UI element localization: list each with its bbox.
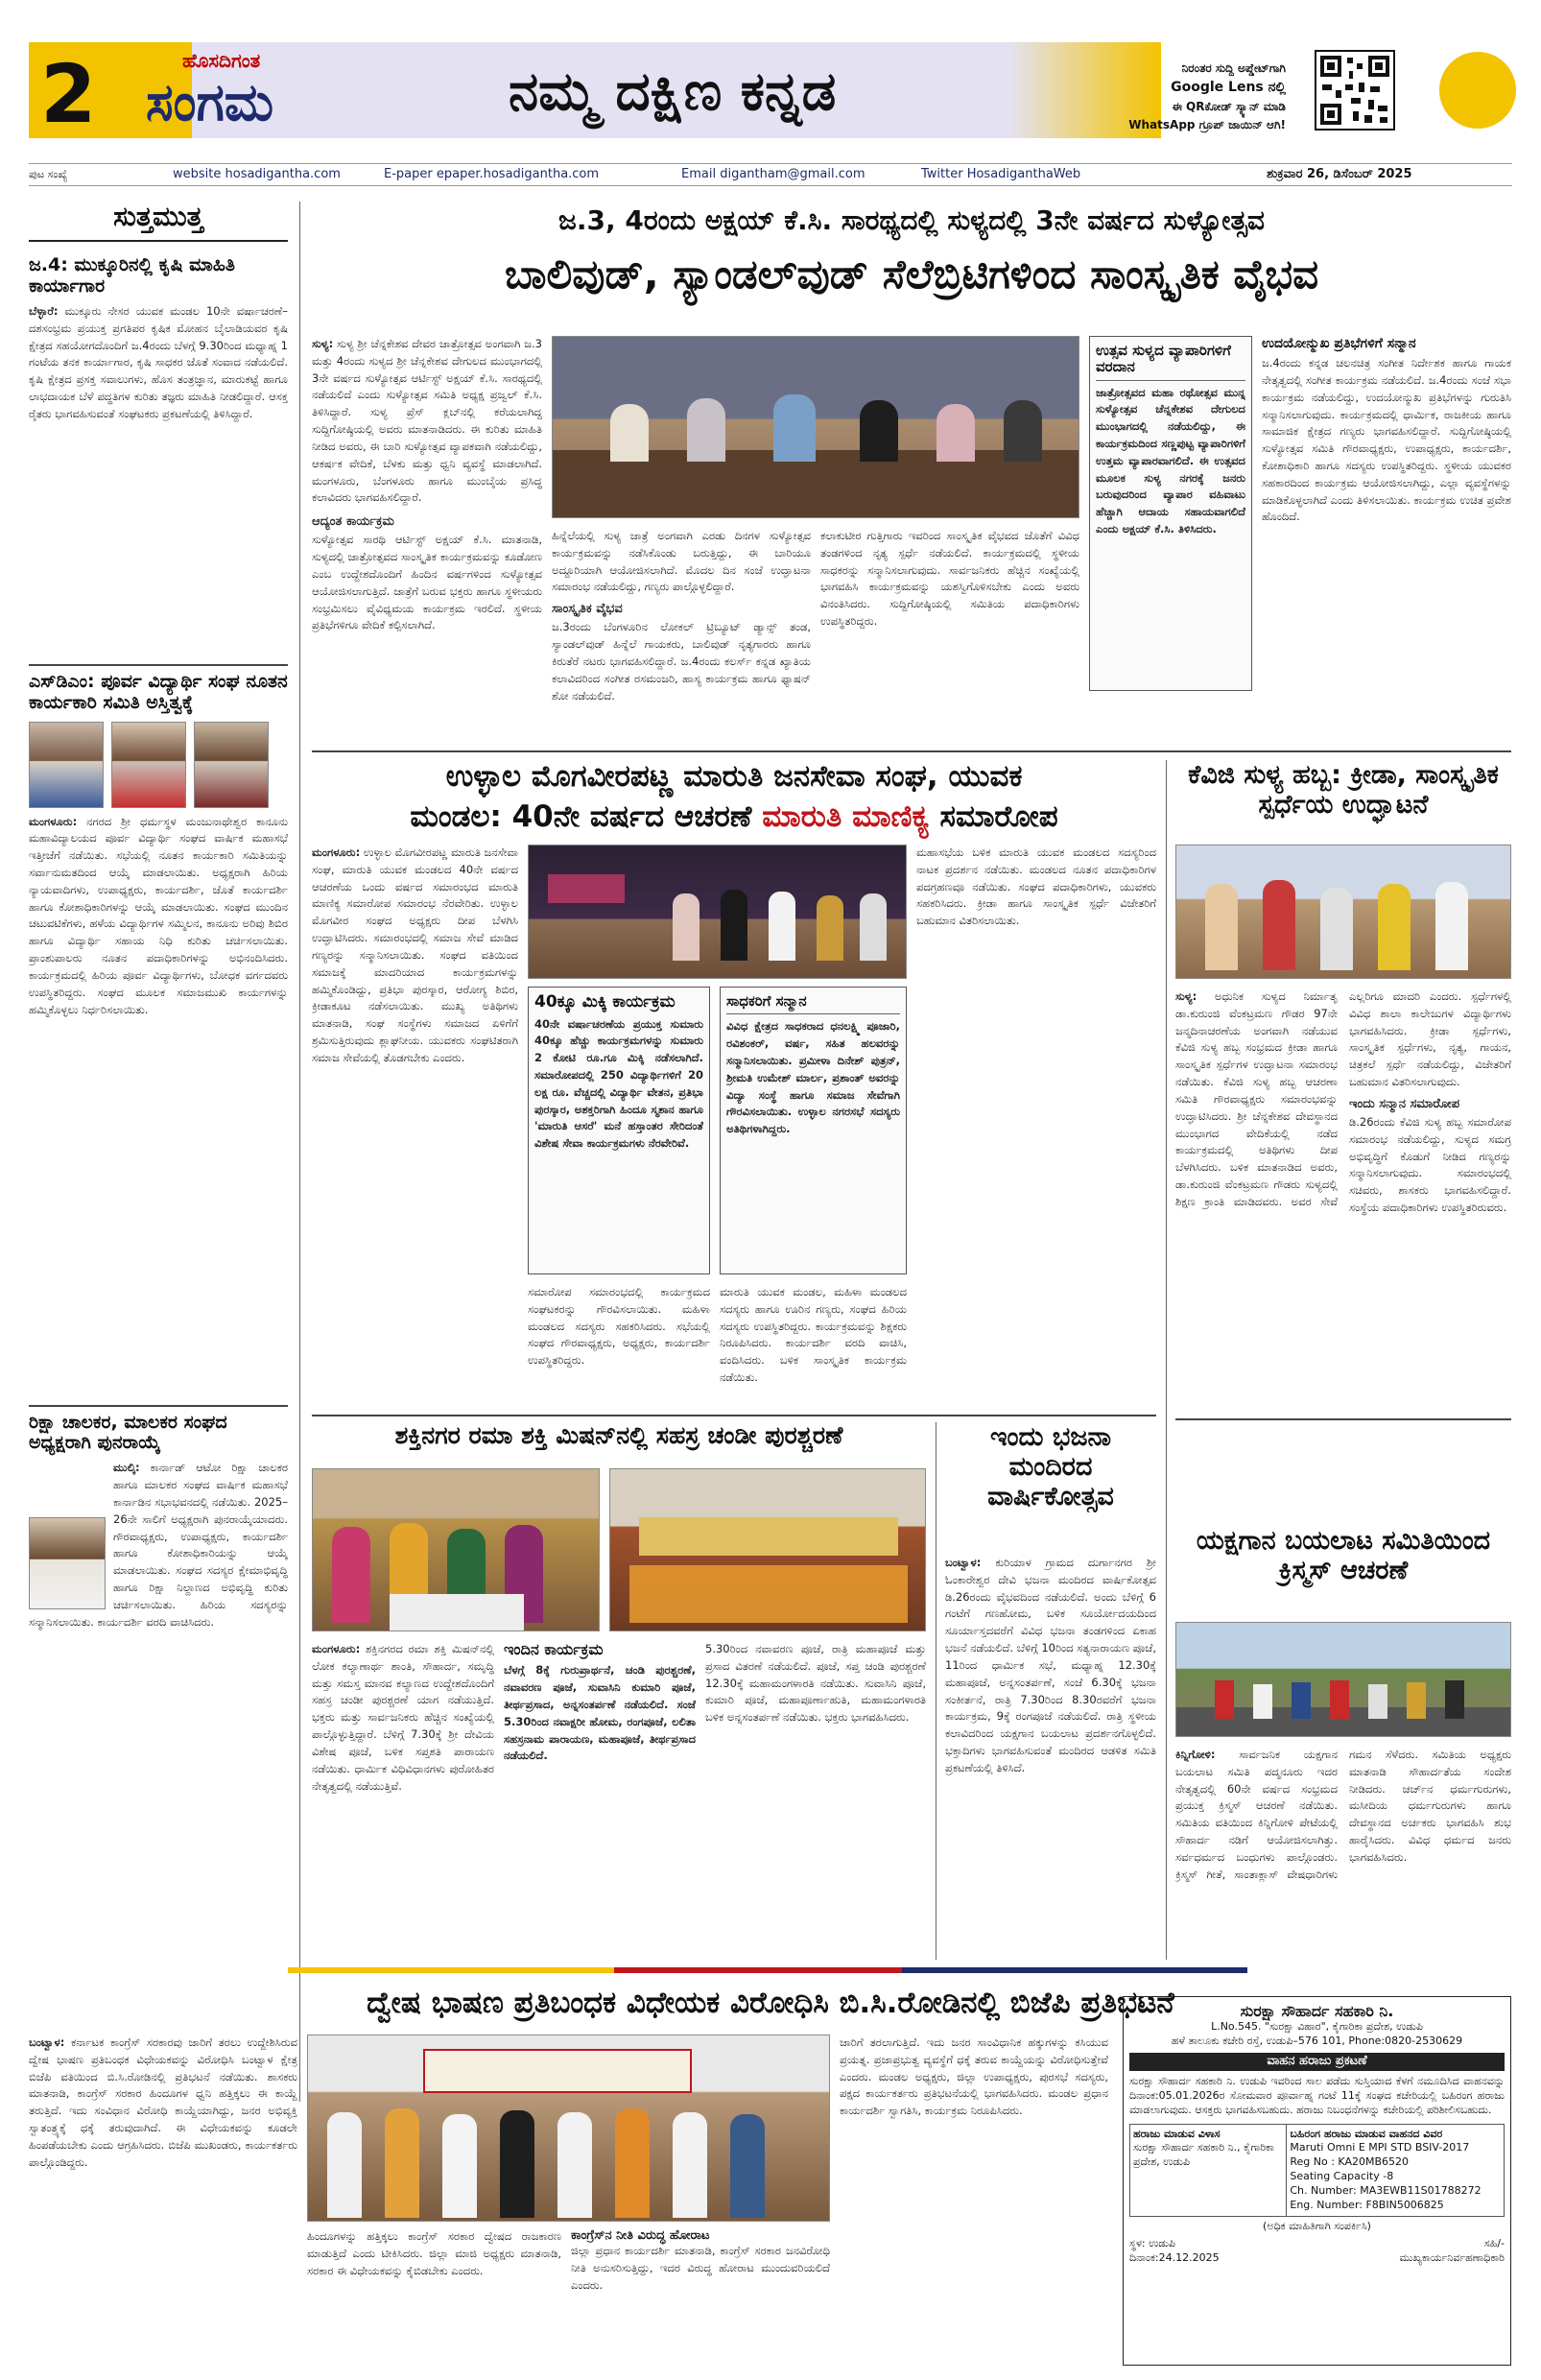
- ullal-headline-part3: ಸಮಾರೋಪ: [939, 798, 1058, 834]
- top-story-col3: [820, 528, 1079, 739]
- ullal-box-2-text: ವಿವಿಧ ಕ್ಷೇತ್ರದ ಸಾಧಕರಾದ ಧನಲಕ್ಷ್ಮಿ ಪೂಜಾರಿ, ರವಿಶಂಕರ್, ವರ್ಷ, ಸಹಿತ ಹಲವರನ್ನು ಸನ್ಮಾನಿಸಲಾಯಿತು. ಪ್ರಮೀಳಾ ದಿನೇಶ್ ಪುತ್ರನ್, ಶ್ರೀಮತಿ ಉಮೇಶ್ ಮಾರ್ಲ, ಪ್ರಶಾಂತ್ ಅವರನ್ನು ವಿದ್ಯಾ ಸಂಸ್ಥೆ ಹಾಗೂ ಸಮಾಜ ಸೇವೆಗಾಗಿ ಗೌರವಿಸಲಾಯಿತು. ಉಳ್ಳಾಲ ನಗರಸಭೆ ಸದಸ್ಯರು ಅತಿಥಿಗಳಾಗಿದ್ದರು.: [726, 1019, 900, 1136]
- page-label: ಪುಟ ಸಂಖ್ಯೆ: [29, 168, 68, 180]
- section-title: ನಮ್ಮ ದಕ್ಷಿಣ ಕನ್ನಡ: [509, 60, 837, 123]
- notice-sign: ಸಹಿ/-: [1483, 2237, 1505, 2250]
- ullal-box-1-headline: 40ಕ್ಕೂ ಮಿಕ್ಕಿ ಕಾರ್ಯಕ್ರಮ: [534, 992, 676, 1012]
- ullal-col2: [528, 1284, 710, 1399]
- email-link[interactable]: Email digantham@gmail.com: [681, 167, 865, 181]
- notice-col1-body: ಸುರಕ್ಷಾ ಸೌಹಾರ್ದ ಸಹಕಾರಿ ನಿ., ಕೈಗಾರಿಕಾ ಪ್ರದೇಶ, ಉಡುಪಿ: [1133, 2141, 1274, 2169]
- twitter-link[interactable]: Twitter HosadiganthaWeb: [921, 167, 1081, 181]
- top-story-photo: [552, 336, 1079, 518]
- notice-chassis: Ch. Number: MA3EWB11S01788272: [1290, 2183, 1482, 2197]
- kvg-body: [1175, 988, 1511, 1411]
- divider-yaksha: [1166, 1422, 1167, 1960]
- bjp-col4: [840, 2035, 1108, 2361]
- bjp-col3: [571, 2228, 830, 2363]
- bjp-subhead: ಕಾಂಗ್ರೆಸ್‌ನ ನೀತಿ ವಿರುದ್ಧ ಹೋರಾಟ: [571, 2228, 710, 2243]
- bhajana-headline: ಇಂದು ಭಜನಾ ಮಂದಿರದ ವಾರ್ಷಿಕೋತ್ಸವ: [987, 1422, 1114, 1512]
- shakti-photo-1: [312, 1468, 600, 1631]
- top-story-text-4: ಜ.3ರಂದು ಬೆಂಗಳೂರಿನ ಲೋಕಲ್ ಟ್ರಿಬ್ಯೂಟ್ ಡ್ಯಾನ್ಸ್ ತಂಡ, ಸ್ಯಾಂಡಲ್‌ವುಡ್ ಹಿನ್ನೆಲೆ ಗಾಯಕರು, ಬಾಲಿವುಡ್ ನೃತ್ಯಗಾರರು ಹಾಗೂ ಕಿರುತೆರೆ ನಟರು ಭಾಗವಹಿಸಲಿದ್ದಾರೆ. ಜ.4ರಂದು ಕಲರ್ಸ್ ಕನ್ನಡ ಖ್ಯಾತಿಯ ಕಲಾವಿದರಿಂದ ಸಂಗೀತ ರಸಮಂಜರಿ, ಹಾಸ್ಯ ಕಾರ್ಯಕ್ರಮ ಹಾಗೂ ಫ್ಯಾಷನ್ ಶೋ ನಡೆಯಲಿದೆ.: [552, 620, 811, 702]
- bjp-col1: [29, 2035, 297, 2361]
- top-story-right: [1262, 336, 1511, 739]
- left-story3-headline: ರಿಕ್ಷಾ ಚಾಲಕರ, ಮಾಲಕರ ಸಂಘದ ಅಧ್ಯಕ್ಷರಾಗಿ ಪುನರಾಯ್ಕೆ: [29, 1411, 227, 1454]
- shakti-text-2: 5.30ರಿಂದ ನವಾವರಣ ಪೂಜೆ, ರಾತ್ರಿ ಮಹಾಪೂಜೆ ಮತ್ತು ಪ್ರಸಾದ ವಿತರಣೆ ನಡೆಯಲಿದೆ. ಪೂಜೆ, ಸಪ್ತ ಚಂಡಿ ಪುರಶ್ಚರಣೆ 12.30ಕ್ಕೆ ಮಹಾಮಂಗಳಾರತಿ ನಡೆಯಿತು. ಸುವಾಸಿನಿ ಪೂಜೆ, ಕುಮಾರಿ ಪೂಜೆ, ಮಹಾಪೂರ್ಣಾಹುತಿ, ಮಹಾಮಂಗಳಾರತಿ ಬಳಿಕ ಅನ್ನಸಂತರ್ಪಣೆ ನಡೆಯಿತು. ಭಕ್ತರು ಭಾಗವಹಿಸಿದರು.: [705, 1642, 926, 1725]
- masthead: [29, 42, 1512, 141]
- issue-date: ಶುಕ್ರವಾರ 26, ಡಿಸೆಂಬರ್ 2025: [1267, 167, 1412, 181]
- left-story2-dateline: ಮಂಗಳೂರು:: [29, 814, 78, 828]
- divider-1: [312, 750, 1511, 752]
- shakti-col3: [705, 1641, 926, 1958]
- section-label: ಸುತ್ತಮುತ್ತ: [29, 202, 288, 242]
- kvg-headline: ಕೆವಿಜಿ ಸುಳ್ಯ ಹಬ್ಬ: ಕ್ರೀಡಾ, ಸಾಂಸ್ಕೃತಿಕ ಸ್ಪರ್ಧೆಯ ಉದ್ಘಾಟನೆ: [1188, 760, 1499, 821]
- qr-line-2: Google Lens ನಲ್ಲಿ: [1171, 79, 1286, 95]
- top-story-right-text: ಜ.4ರಂದು ಕನ್ನಡ ಚಲನಚಿತ್ರ ಸಂಗೀತ ನಿರ್ದೇಶಕ ಹಾಗೂ ಗಾಯಕ ನೇತೃತ್ವದಲ್ಲಿ ಸಂಗೀತ ಕಾರ್ಯಕ್ರಮ ನಡೆಯಲಿದೆ. ಜ.4ರಂದು ಸಂಜೆ ಸಭಾ ಕಾರ್ಯಕ್ರಮ ನಡೆಯಲಿದ್ದು, ಉದಯೋನ್ಮುಖ ಪ್ರತಿಭೆಗಳನ್ನು ಗುರುತಿಸಿ ಸನ್ಮಾನಿಸಲಾಗುವುದು. ಕಾರ್ಯಕ್ರಮದಲ್ಲಿ ಧಾರ್ಮಿಕ, ರಾಜಕೀಯ ಹಾಗೂ ಸಾಮಾಜಿಕ ಕ್ಷೇತ್ರದ ಗಣ್ಯರು ಭಾಗವಹಿಸಲಿದ್ದಾರೆ. ಸುದ್ದಿಗೋಷ್ಠಿಯಲ್ಲಿ ಸುಳ್ಯೋತ್ಸವ ಸಮಿತಿ ಗೌರವಾಧ್ಯಕ್ಷರು, ಉಪಾಧ್ಯಕ್ಷರು, ಕಾರ್ಯದರ್ಶಿ, ಕೋಶಾಧಿಕಾರಿ ಹಾಗೂ ಸದಸ್ಯರು ಉಪಸ್ಥಿತರಿದ್ದರು. ಸ್ಥಳೀಯ ಯುವಕರ ಸಹಕಾರದಿಂದ ಕಾರ್ಯಕ್ರಮ ಆಯೋಜಿಸಲಾಗಿದ್ದು, ಎಲ್ಲಾ ವ್ಯವಸ್ಥೆಗಳನ್ನು ಮಾಡಿಕೊಳ್ಳಲಾಗಿದೆ ಎಂದು ತಿಳಿಸಲಾಯಿತು. ಕಾರ್ಯಕ್ರಮ ಉಚಿತ ಪ್ರವೇಶ ಹೊಂದಿದೆ.: [1262, 356, 1511, 524]
- bhajana-dateline: ಬಂಟ್ವಾಳ:: [945, 1556, 982, 1569]
- left-story3-portrait: [29, 1517, 106, 1609]
- portrait-row: [29, 722, 288, 808]
- ullal-headline-line1: ಉಳ್ಳಾಲ ಮೊಗವೀರಪಟ್ಣ ಮಾರುತಿ ಜನಸೇವಾ ಸಂಘ, ಯುವಕ: [445, 759, 1023, 794]
- shakti-col1: [312, 1641, 494, 1958]
- notice-title: ಸುರಕ್ಷಾ ಸೌಹಾರ್ದ ಸಹಕಾರಿ ನಿ.: [1240, 2002, 1394, 2020]
- top-story-subhead-2: ಸಾಂಸ್ಕೃತಿಕ ವೈಭವ: [552, 602, 623, 617]
- qr-code-icon[interactable]: [1315, 50, 1395, 131]
- kvg-photo: [1175, 845, 1511, 979]
- top-story-text-2: ಸುಳ್ಯೋತ್ಸವ ಸಾರಥಿ ಆರ್ಟಿಸ್ಟ್ ಅಕ್ಷಯ್ ಕೆ.ಸಿ. ಮಾತನಾಡಿ, ಸುಳ್ಯದಲ್ಲಿ ಜಾತ್ರೋತ್ಸವದ ಸಾಂಸ್ಕೃತಿಕ ಕಾರ್ಯಕ್ರಮವನ್ನು ಕೂಡೋಣ ಎಂಬ ಉದ್ದೇಶದೊಂದಿಗೆ ಹಿಂದಿನ ವರ್ಷಗಳಿಂದ ಸುಳ್ಯೋತ್ಸವ ಆಯೋಜಿಸಲಾಗುತ್ತಿದೆ. ಜಾತ್ರೆಗೆ ಬರುವ ಭಕ್ತರು ಹಾಗೂ ಸ್ಥಳೀಯರು ಸಂಭ್ರಮಿಸಲು ವೈವಿಧ್ಯಮಯ ಕಾರ್ಯಕ್ರಮ ಇರಲಿದೆ. ಸ್ಥಳೀಯ ಪ್ರತಿಭೆಗಳಿಗೂ ವೇದಿಕೆ ಕಲ್ಪಿಸಲಾಗಿದೆ.: [312, 533, 542, 632]
- left-story3-body: [29, 1460, 288, 1997]
- top-story-right-headline: ಉದಯೋನ್ಮುಖ ಪ್ರತಿಭೆಗಳಿಗೆ ಸನ್ಮಾನ: [1262, 336, 1416, 351]
- top-story-subhead: ಆದ್ಯಂತ ಕಾರ್ಯಕ್ರಮ: [312, 514, 394, 530]
- divider-kvg-bottom: [1175, 1418, 1511, 1420]
- top-story-text-1: ಸುಳ್ಯ ಶ್ರೀ ಚೆನ್ನಕೇಶವ ದೇವರ ಜಾತ್ರೋತ್ಸವ ಅಂಗವಾಗಿ ಜ.3 ಮತ್ತು 4ರಂದು ಸುಳ್ಯದ ಶ್ರೀ ಚೆನ್ನಕೇಶವ ದೇಗುಲದ ಮುಂಭಾಗದಲ್ಲಿ 3ನೇ ವರ್ಷದ ಸುಳ್ಯೋತ್ಸವ ಆರ್ಟಿಸ್ಟ್ ಅಕ್ಷಯ್ ಕೆ.ಸಿ. ಸಾರಥ್ಯದಲ್ಲಿ ನಡೆಯಲಿದೆ ಎಂದು ಸುಳ್ಯೋತ್ಸವ ಸಮಿತಿ ಅಧ್ಯಕ್ಷ ಪ್ರಜ್ವಲ್ ಕೆ.ಸಿ. ತಿಳಿಸಿದ್ದಾರೆ. ಸುಳ್ಯ ಪ್ರೆಸ್ ಕ್ಲಬ್‌ನಲ್ಲಿ ಕರೆಯಲಾಗಿದ್ದ ಸುದ್ದಿಗೋಷ್ಠಿಯಲ್ಲಿ ಅವರು ಮಾತನಾಡಿದರು. ಈ ಕುರಿತು ಮಾಹಿತಿ ನೀಡಿದ ಅವರು, ಈ ಬಾರಿ ಸುಳ್ಯೋತ್ಸವ ವ್ಯಾಪಕವಾಗಿ ನಡೆಯಲಿದ್ದು, ಆಕರ್ಷಕ ವೇದಿಕೆ, ಬೆಳಕು ಮತ್ತು ಧ್ವನಿ ವ್ಯವಸ್ಥೆ ಮಾಡಲಾಗಿದೆ. ಮಂಗಳೂರು, ಬೆಂಗಳೂರು ಹಾಗೂ ಮುಂಬೈಯ ಪ್ರಸಿದ್ಧ ಕಲಾವಿದರು ಭಾಗವಹಿಸಲಿದ್ದಾರೆ.: [312, 337, 542, 505]
- left-story3-text: ಕಾರ್ನಾಡ್ ಆಟೋ ರಿಕ್ಷಾ ಚಾಲಕರ ಹಾಗೂ ಮಾಲಕರ ಸಂಘದ ವಾರ್ಷಿಕ ಮಹಾಸಭೆ ಕಾರ್ನಾಡಿನ ಸಭಾಭವನದಲ್ಲಿ ನಡೆಯಿತು. 2025–26ನೇ ಸಾಲಿಗೆ ಅಧ್ಯಕ್ಷರಾಗಿ ಪುನರಾಯ್ಕೆಯಾದರು. ಗೌರವಾಧ್ಯಕ್ಷರು, ಉಪಾಧ್ಯಕ್ಷರು, ಕಾರ್ಯದರ್ಶಿ ಹಾಗೂ ಕೋಶಾಧಿಕಾರಿಯನ್ನು ಆಯ್ಕೆ ಮಾಡಲಾಯಿತು. ಸಂಘದ ಸದಸ್ಯರ ಕ್ಷೇಮಾಭಿವೃದ್ಧಿ ಹಾಗೂ ರಿಕ್ಷಾ ನಿಲ್ದಾಣದ ಅಭಿವೃದ್ಧಿ ಕುರಿತು ಚರ್ಚಿಸಲಾಯಿತು. ಹಿರಿಯ ಸದಸ್ಯರನ್ನು ಸನ್ಮಾನಿಸಲಾಯಿತು. ಕಾರ್ಯದರ್ಶಿ ವರದಿ ವಾಚಿಸಿದರು.: [29, 1461, 288, 1629]
- ullal-headline-line2: [312, 800, 1156, 835]
- portrait-1: [29, 722, 104, 808]
- ullal-text-4: ಮಹಾಸಭೆಯ ಬಳಿಕ ಮಾರುತಿ ಯುವಕ ಮಂಡಲದ ಸದಸ್ಯರಿಂದ ನಾಟಕ ಪ್ರದರ್ಶನ ನಡೆಯಿತು. ಮಂಡಲದ ನೂತನ ಪದಾಧಿಕಾರಿಗಳ ಪದಗ್ರಹಣವೂ ನಡೆಯಿತು. ಸಂಘದ ಪದಾಧಿಕಾರಿಗಳು, ಯುವಕರು ಸಹಕರಿಸಿದರು. ಕ್ರೀಡಾ ಹಾಗೂ ಸಾಂಸ್ಕೃತಿಕ ಸ್ಪರ್ಧೆ ವಿಜೇತರಿಗೆ ಬಹುಮಾನ ವಿತರಿಸಲಾಯಿತು.: [916, 845, 1156, 928]
- notice-date: ದಿನಾಂಕ:24.12.2025: [1129, 2251, 1220, 2265]
- top-story-text-3: ಹಿನ್ನೆಲೆಯಲ್ಲಿ ಸುಳ್ಯ ಜಾತ್ರೆ ಅಂಗವಾಗಿ ಎರಡು ದಿನಗಳ ಸುಳ್ಯೋತ್ಸವ ಕಾರ್ಯಕ್ರಮವನ್ನು ನಡೆಸಿಕೊಂಡು ಬರುತ್ತಿದ್ದು, ಈ ಬಾರಿಯೂ ಅದ್ದೂರಿಯಾಗಿ ಆಯೋಜಿಸಲಾಗಿದೆ. ಮೊದಲ ದಿನ ಸಂಜೆ ಉದ್ಘಾಟನಾ ಸಮಾರಂಭ ನಡೆಯಲಿದ್ದು, ಗಣ್ಯರು ಪಾಲ್ಗೊಳ್ಳಲಿದ್ದಾರೆ.: [552, 529, 811, 594]
- notice-signatory: ಮುಖ್ಯಕಾರ್ಯನಿರ್ವಹಣಾಧಿಕಾರಿ: [1399, 2251, 1505, 2265]
- qr-line-4: WhatsApp ಗ್ರೂಪ್ ಜಾಯಿನ್ ಆಗಿ!: [1128, 117, 1286, 131]
- top-story-col2: [552, 528, 811, 739]
- notice-table: [1129, 2124, 1505, 2217]
- notice-footnote: (ಅಧಿಕ ಮಾಹಿತಿಗಾಗಿ ಸಂಪರ್ಕಿಸಿ): [1263, 2219, 1371, 2232]
- ullal-text-3: ಮಾರುತಿ ಯುವಕ ಮಂಡಲ, ಮಹಿಳಾ ಮಂಡಲದ ಸದಸ್ಯರು ಹಾಗೂ ಊರಿನ ಗಣ್ಯರು, ಸಂಘದ ಹಿರಿಯ ಸದಸ್ಯರು ಉಪಸ್ಥಿತರಿದ್ದರು. ಕಾರ್ಯಕ್ರಮವನ್ನು ಶಿಕ್ಷಕರು ನಿರೂಪಿಸಿದರು. ಕಾರ್ಯದರ್ಶಿ ವರದಿ ವಾಚಿಸಿ, ವಂದಿಸಿದರು. ಬಳಿಕ ಸಾಂಸ್ಕೃತಿಕ ಕಾರ್ಯಕ್ರಮ ನಡೆಯಿತು.: [720, 1285, 907, 1385]
- bjp-col2: [307, 2228, 561, 2363]
- portrait-3: [194, 722, 269, 808]
- notice-col2-head: ಬಹಿರಂಗ ಹರಾಜು ಮಾಡುವ ವಾಹನದ ವಿವರ: [1290, 2127, 1443, 2140]
- logo-big: ಸಂಗಮ: [146, 72, 274, 132]
- ullal-headline-part1: ಮಂಡಲ: 40ನೇ ವರ್ಷದ ಆಚರಣೆ: [410, 798, 752, 834]
- yakshagana-body: [1175, 1747, 1511, 1958]
- top-story-dateline: ಸುಳ್ಯ:: [312, 337, 334, 350]
- notice-footer: [1129, 2237, 1505, 2266]
- ullal-box-1-text: 40ನೇ ವರ್ಷಾಚರಣೆಯ ಪ್ರಯುಕ್ತ ಸುಮಾರು 40ಕ್ಕೂ ಹೆಚ್ಚು ಕಾರ್ಯಕ್ರಮಗಳನ್ನು ಸುಮಾರು 2 ಕೋಟಿ ರೂ.ಗೂ ಮಿಕ್ಕಿ ನಡೆಸಲಾಗಿದೆ. ಸಮಾರೋಪದಲ್ಲಿ 250 ವಿದ್ಯಾರ್ಥಿಗಳಿಗೆ 20 ಲಕ್ಷ ರೂ. ವೆಚ್ಚದಲ್ಲಿ ವಿದ್ಯಾರ್ಥಿ ವೇತನ, ಪ್ರತಿಭಾ ಪುರಸ್ಕಾರ, ಅಶಕ್ತರಿಗಾಗಿ ಹಿಂದೂ ಸ್ಮಶಾನ ಹಾಗೂ 'ಮಾರುತಿ ಆಸರೆ' ಮನೆ ಹಸ್ತಾಂತರ ಸೇರಿದಂತೆ ವಿಶೇಷ ಸೇವಾ ಕಾರ್ಯಕ್ರಮಗಳು ನೆರವೇರಿವೆ.: [534, 1016, 703, 1151]
- notice-reg: L.No.545. "ಸುರಕ್ಷಾ ವಿಹಾರ", ಕೈಗಾರಿಕಾ ಪ್ರದೇಶ, ಉಡುಪಿ: [1211, 2020, 1423, 2034]
- left-story1-text: ಮುಕ್ಕೂರು ನೇಸರ ಯುವಕ ಮಂಡಲ 10ನೇ ವರ್ಷಾಚರಣೆ–ದಶಸಂಭ್ರಮ ಪ್ರಯುಕ್ತ ಪ್ರಗತಿಪರ ಕೃಷಿಕ ಮೋಹನ ಬೈಲಾಡಿಯವರ ಕೃಷಿ ಕ್ಷೇತ್ರದ ಸಹಯೋಗದೊಂದಿಗೆ ಜ.4ರಂದು ಬೆಳಗ್ಗೆ 9.30ರಿಂದ ಮಧ್ಯಾಹ್ನ 1 ಗಂಟೆಯ ತನಕ ಕಾರ್ಯಾಗಾರ, ಕೃಷಿ ಸಾಧಕರ ಜೊತೆ ಸಂವಾದ ನಡೆಯಲಿದೆ. ಕೃಷಿ ಕ್ಷೇತ್ರದ ಪ್ರಸಕ್ತ ಸವಾಲುಗಳು, ಹೊಸ ತಂತ್ರಜ್ಞಾನ, ಮಾರುಕಟ್ಟೆ ಹಾಗೂ ಲಾಭದಾಯಕ ಬೆಳೆ ಪದ್ಧತಿಗಳ ಕುರಿತು ತಜ್ಞರು ಮಾಹಿತಿ ನೀಡಲಿದ್ದಾರೆ. ಆಸಕ್ತ ರೈತರು ಭಾಗವಹಿಸುವಂತೆ ಸಂಘಟಕರು ಪ್ರಕಟಣೆಯಲ್ಲಿ ತಿಳಿಸಿದ್ದಾರೆ.: [29, 303, 288, 420]
- bjp-subtext: ಜಿಲ್ಲಾ ಪ್ರಧಾನ ಕಾರ್ಯದರ್ಶಿ ಮಾತನಾಡಿ, ಕಾಂಗ್ರೆಸ್ ಸರಕಾರ ಜನವಿರೋಧಿ ನೀತಿ ಅನುಸರಿಸುತ್ತಿದ್ದು, ಇದರ ವಿರುದ್ಧ ಹೋರಾಟ ಮುಂದುವರಿಯಲಿದೆ ಎಂದರು.: [571, 2244, 830, 2292]
- top-story-col1: [312, 336, 542, 739]
- divider-2: [312, 1415, 1156, 1416]
- notice-reg-no: Reg No : KA20MB6520: [1290, 2155, 1410, 2169]
- info-bar: [29, 163, 1512, 186]
- kvg-subhead: ಇಂದು ಸನ್ಮಾನ ಸಮಾರೋಪ: [1349, 1096, 1460, 1111]
- ullal-text-1: ಉಳ್ಳಾಲ ಮೊಗವೀರಪಟ್ಣ ಮಾರುತಿ ಜನಸೇವಾ ಸಂಘ, ಮಾರುತಿ ಯುವಕ ಮಂಡಲದ 40ನೇ ವರ್ಷದ ಆಚರಣೆಯ ಒಂದು ವರ್ಷದ ಸಮಾರಂಭದ ಮಾರುತಿ ಮಾಣಿಕ್ಯ ಸಮಾರೋಪ ಸಮಾರಂಭ ನೆರವೇರಿತು. ಉಳ್ಳಾಲ ಮೊಗವೀರ ಸಂಘದ ಅಧ್ಯಕ್ಷರು ದೀಪ ಬೆಳಗಿಸಿ ಉದ್ಘಾಟಿಸಿದರು. ಸಮಾರಂಭದಲ್ಲಿ ಸಮಾಜ ಸೇವೆ ಮಾಡಿದ ಗಣ್ಯರನ್ನು ಸನ್ಮಾನಿಸಲಾಯಿತು. ಸಂಘದ ವತಿಯಿಂದ ಸಮಾಜಕ್ಕೆ ಮಾದರಿಯಾದ ಕಾರ್ಯಕ್ರಮಗಳನ್ನು ಹಮ್ಮಿಕೊಂಡಿದ್ದು, ಪ್ರತಿಭಾ ಪುರಸ್ಕಾರ, ಆರೋಗ್ಯ ಶಿಬಿರ, ಕ್ರೀಡಾಕೂಟ ನಡೆಸಲಾಯಿತು. ಮುಖ್ಯ ಅತಿಥಿಗಳು ಮಾತನಾಡಿ, ಸಂಘ ಸಂಸ್ಥೆಗಳು ಸಮಾಜದ ಏಳಿಗೆಗೆ ಶ್ರಮಿಸುತ್ತಿರುವುದು ಶ್ಲಾಘನೀಯ. ಯುವಕರು ಸಂಘಟಿತರಾಗಿ ಸಮಾಜ ಸೇವೆಯಲ್ಲಿ ತೊಡಗಬೇಕು ಎಂದರು.: [312, 845, 518, 1064]
- yakshagana-photo: [1175, 1622, 1511, 1737]
- ullal-dateline: ಮಂಗಳೂರು:: [312, 845, 361, 859]
- ullal-box-2: [720, 987, 907, 1274]
- logo-small: ಹೊಸದಿಗಂತ: [182, 49, 261, 72]
- color-bar: [288, 1967, 1247, 1973]
- bhajana-body: [945, 1555, 1156, 1958]
- bjp-dateline: ಬಂಟ್ವಾಳ:: [29, 2035, 65, 2049]
- shakti-text-1: ಶಕ್ತಿನಗರದ ರಮಾ ಶಕ್ತಿ ಮಿಷನ್‌ನಲ್ಲಿ ಲೋಕ ಕಲ್ಯಾಣಾರ್ಥ ಶಾಂತಿ, ಸೌಹಾರ್ದ, ಸಮೃದ್ಧಿ ಮತ್ತು ಸಮಸ್ತ ಮಾನವ ಕಲ್ಯಾಣದ ಉದ್ದೇಶದೊಂದಿಗೆ ಸಹಸ್ರ ಚಂಡೀ ಪುರಶ್ಚರಣೆ ಯಾಗ ನಡೆಯುತ್ತಿದೆ. ಭಕ್ತರು ಮತ್ತು ಸಾರ್ವಜನಿಕರು ಹೆಚ್ಚಿನ ಸಂಖ್ಯೆಯಲ್ಲಿ ಪಾಲ್ಗೊಳ್ಳುತ್ತಿದ್ದಾರೆ. ಬೆಳಿಗ್ಗೆ 7.30ಕ್ಕೆ ಶ್ರೀ ದೇವಿಯ ವಿಶೇಷ ಪೂಜೆ, ಬಳಿಕ ಸಪ್ತಶತಿ ಪಾರಾಯಣ ನಡೆಯಿತು. ಧಾರ್ಮಿಕ ವಿಧಿವಿಧಾನಗಳು ಪುರೋಹಿತರ ನೇತೃತ್ವದಲ್ಲಿ ನಡೆಯುತ್ತಿವೆ.: [312, 1642, 494, 1793]
- kvg-dateline: ಸುಳ್ಯ:: [1175, 989, 1197, 1003]
- left-story2-text: ನಗರದ ಶ್ರೀ ಧರ್ಮಸ್ಥಳ ಮಂಜುನಾಥೇಶ್ವರ ಕಾನೂನು ಮಹಾವಿದ್ಯಾಲಯದ ಪೂರ್ವ ವಿದ್ಯಾರ್ಥಿ ಸಂಘದ ವಾರ್ಷಿಕ ಮಹಾಸಭೆ ಇತ್ತೀಚೆಗೆ ನಡೆಯಿತು. ಸಭೆಯಲ್ಲಿ ನೂತನ ಕಾರ್ಯಕಾರಿ ಸಮಿತಿಯನ್ನು ಸರ್ವಾನುಮತದಿಂದ ಆಯ್ಕೆ ಮಾಡಲಾಯಿತು. ಅಧ್ಯಕ್ಷರಾಗಿ ಹಿರಿಯ ನ್ಯಾಯವಾದಿಗಳು, ಉಪಾಧ್ಯಕ್ಷರು, ಕಾರ್ಯದರ್ಶಿ, ಜೊತೆ ಕಾರ್ಯದರ್ಶಿ ಹಾಗೂ ಕೋಶಾಧಿಕಾರಿಗಳನ್ನು ಆಯ್ಕೆ ಮಾಡಲಾಯಿತು. ಸಂಘದ ಮುಂದಿನ ಚಟುವಟಿಕೆಗಳು, ಹಳೆಯ ವಿದ್ಯಾರ್ಥಿಗಳ ಸಮ್ಮಿಲನ, ಕಾನೂನು ಅರಿವು ಶಿಬಿರ ಹಾಗೂ ವಿದ್ಯಾರ್ಥಿ ಸಹಾಯ ನಿಧಿ ಕುರಿತು ಚರ್ಚಿಸಲಾಯಿತು. ಪ್ರಾಂಶುಪಾಲರು ನೂತನ ಪದಾಧಿಕಾರಿಗಳನ್ನು ಅಭಿನಂದಿಸಿದರು. ಕಾರ್ಯಕ್ರಮದಲ್ಲಿ ಹಿರಿಯ ಪೂರ್ವ ವಿದ್ಯಾರ್ಥಿಗಳು, ಬೋಧಕ ವರ್ಗದವರು ಉಪಸ್ಥಿತರಿದ್ದರು. ಸಂಘದ ಮೂಲಕ ಸಮಾಜಮುಖಿ ಕಾರ್ಯಗಳನ್ನು ಹಮ್ಮಿಕೊಳ್ಳಲು ನಿರ್ಧರಿಸಲಾಯಿತು.: [29, 814, 288, 1016]
- notice-body: ಸುರಕ್ಷಾ ಸೌಹಾರ್ದ ಸಹಕಾರಿ ನಿ. ಉಡುಪಿ ಇವರಿಂದ ಸಾಲ ಪಡೆದು ಸುಸ್ತಿಯಾದ ಕೆಳಗೆ ನಮೂದಿಸಿದ ವಾಹನವನ್ನು ದಿನಾಂಕ:05.01.2026ರ ಸೋಮವಾರ ಪೂರ್ವಾಹ್ನ ಗಂಟೆ 11ಕ್ಕೆ ಸಂಘದ ಕಚೇರಿಯಲ್ಲಿ ಬಹಿರಂಗ ಹರಾಜು ಮಾಡಲಾಗುವುದು. ಆಸಕ್ತರು ಭಾಗವಹಿಸಬಹುದು. ಹರಾಜು ನಿಬಂಧನೆಗಳನ್ನು ಕಚೇರಿಯಲ್ಲಿ ಪರಿಶೀಲಿಸಬಹುದು.: [1129, 2075, 1505, 2116]
- yakshagana-headline: ಯಕ್ಷಗಾನ ಬಯಲಾಟ ಸಮಿತಿಯಿಂದ ಕ್ರಿಸ್ಮಸ್ ಆಚರಣೆ: [1196, 1526, 1491, 1586]
- bjp-headline: ದ್ವೇಷ ಭಾಷಣ ಪ್ರತಿಬಂಧಕ ವಿಧೇಯಕ ವಿರೋಧಿಸಿ ಬಿ.ಸಿ.ರೋಡಿನಲ್ಲಿ ಬಿಜೆಪಿ ಪ್ರತಿಭಟನೆ: [367, 1986, 1174, 2020]
- notice-heading: ವಾಹನ ಹರಾಜು ಪ್ರಕಟಣೆ: [1129, 2053, 1505, 2071]
- notice-col1-head: ಹರಾಜು ಮಾಡುವ ವಿಳಾಸ: [1133, 2127, 1221, 2140]
- top-story-box: [1089, 336, 1252, 691]
- yakshagana-text: ಸಾರ್ವಜನಿಕ ಯಕ್ಷಗಾನ ಬಯಲಾಟ ಸಮಿತಿ ಪದ್ಮನೂರು ಇದರ ನೇತೃತ್ವದಲ್ಲಿ 60ನೇ ವರ್ಷದ ಸಂಭ್ರಮದ ಪ್ರಯುಕ್ತ ಕ್ರಿಸ್ಮಸ್ ಆಚರಣೆ ನಡೆಯಿತು. ಸಮಿತಿಯ ವತಿಯಿಂದ ಕಿನ್ನಿಗೋಳಿ ಪೇಟೆಯಲ್ಲಿ ಸೌಹಾರ್ದ ನಡಿಗೆ ಆಯೋಜಿಸಲಾಗಿತ್ತು. ಸರ್ವಧರ್ಮದ ಬಂಧುಗಳು ಪಾಲ್ಗೊಂಡರು. ಕ್ರಿಸ್ಮಸ್ ಗೀತೆ, ಸಾಂತಾಕ್ಲಾಸ್ ವೇಷಧಾರಿಗಳು ಗಮನ ಸೆಳೆದರು. ಸಮಿತಿಯ ಅಧ್ಯಕ್ಷರು ಮಾತನಾಡಿ ಸೌಹಾರ್ದತೆಯ ಸಂದೇಶ ನೀಡಿದರು. ಚರ್ಚ್‌ನ ಧರ್ಮಗುರುಗಳು, ಮಸೀದಿಯ ಧರ್ಮಗುರುಗಳು ಹಾಗೂ ದೇವಸ್ಥಾನದ ಅರ್ಚಕರು ಭಾಗವಹಿಸಿ ಶುಭ ಹಾರೈಸಿದರು. ವಿವಿಧ ಧರ್ಮದ ಜನರು ಭಾಗವಹಿಸಿದರು.: [1175, 1748, 1511, 1881]
- ullal-text-2: ಸಮಾರೋಪ ಸಮಾರಂಭದಲ್ಲಿ ಕಾರ್ಯಕ್ರಮದ ಸಂಘಟಕರನ್ನು ಗೌರವಿಸಲಾಯಿತು. ಮಹಿಳಾ ಮಂಡಲದ ಸದಸ್ಯರು ಸಹಕರಿಸಿದರು. ಸಭೆಯಲ್ಲಿ ಸಂಘದ ಗೌರವಾಧ್ಯಕ್ಷರು, ಅಧ್ಯಕ್ಷರು, ಕಾರ್ಯದರ್ಶಿ ಉಪಸ್ಥಿತರಿದ್ದರು.: [528, 1285, 710, 1368]
- ullal-box-1: [528, 987, 710, 1274]
- kvg-text: ಅಧುನಿಕ ಸುಳ್ಯದ ನಿರ್ಮಾತೃ ಡಾ.ಕುರುಂಜಿ ವೆಂಕಟ್ರಮಣ ಗೌಡರ 97ನೇ ಜನ್ಮದಿನಾಚರಣೆಯ ಅಂಗವಾಗಿ ನಡೆಯುವ ಕೆವಿಜಿ ಸುಳ್ಯ ಹಬ್ಬ ಸಂಭ್ರಮದ ಕ್ರೀಡಾ ಹಾಗೂ ಸಾಂಸ್ಕೃತಿಕ ಸ್ಪರ್ಧೆಗಳ ಉದ್ಘಾಟನಾ ಸಮಾರಂಭ ನಡೆಯಿತು. ಕೆವಿಜಿ ಸುಳ್ಯ ಹಬ್ಬ ಆಚರಣಾ ಸಮಿತಿ ಗೌರವಾಧ್ಯಕ್ಷರು ಸಮಾರಂಭವನ್ನು ಉದ್ಘಾಟಿಸಿದರು. ಶ್ರೀ ಚೆನ್ನಕೇಶವ ದೇವಸ್ಥಾನದ ಮುಂಭಾಗದ ವೇದಿಕೆಯಲ್ಲಿ ನಡೆದ ಕಾರ್ಯಕ್ರಮದಲ್ಲಿ ಅತಿಥಿಗಳು ದೀಪ ಬೆಳಗಿಸಿದರು. ಬಳಿಕ ಮಾತನಾಡಿದ ಅವರು, ಡಾ.ಕುರುಂಜಿ ವೆಂಕಟ್ರಮಣ ಗೌಡರು ಸುಳ್ಯದಲ್ಲಿ ಶಿಕ್ಷಣ ಕ್ರಾಂತಿ ಮಾಡಿದವರು. ಅವರ ಸೇವೆ ಎಲ್ಲರಿಗೂ ಮಾದರಿ ಎಂದರು. ಸ್ಪರ್ಧೆಗಳಲ್ಲಿ ವಿವಿಧ ಶಾಲಾ ಕಾಲೇಜುಗಳ ವಿದ್ಯಾರ್ಥಿಗಳು ಭಾಗವಹಿಸಿದರು. ಕ್ರೀಡಾ ಸ್ಪರ್ಧೆಗಳು, ಸಾಂಸ್ಕೃತಿಕ ಸ್ಪರ್ಧೆಗಳು, ನೃತ್ಯ, ಗಾಯನ, ಚಿತ್ರಕಲೆ ಸ್ಪರ್ಧೆ ನಡೆಯಲಿದ್ದು, ವಿಜೇತರಿಗೆ ಬಹುಮಾನ ವಿತರಿಸಲಾಗುವುದು.: [1175, 989, 1511, 1208]
- shakti-subtext: ಬೆಳಗ್ಗೆ 8ಕ್ಕೆ ಗುರುಪ್ರಾರ್ಥನೆ, ಚಂಡಿ ಪುರಶ್ಚರಣೆ, ನವಾವರಣ ಪೂಜೆ, ಸುವಾಸಿನಿ ಕುಮಾರಿ ಪೂಜೆ, ತೀರ್ಥಪ್ರಸಾದ, ಅನ್ನಸಂತರ್ಪಣೆ ನಡೆಯಲಿದೆ. ಸಂಜೆ 5.30ರಿಂದ ನವಾಕ್ಷರೀ ಹೋಮ, ರಂಗಪೂಜೆ, ಲಲಿತಾ ಸಹಸ್ರನಾಮ ಪಾರಾಯಣ, ಮಹಾಪೂಜೆ, ತೀರ್ಥಪ್ರಸಾದ ನಡೆಯಲಿದೆ.: [504, 1663, 696, 1763]
- kvg-subtext: ಡಿ.26ರಂದು ಕೆವಿಜಿ ಸುಳ್ಯ ಹಬ್ಬ ಸಮಾರೋಪ ಸಮಾರಂಭ ನಡೆಯಲಿದ್ದು, ಸುಳ್ಯದ ಸಮಗ್ರ ಅಭಿವೃದ್ಧಿಗೆ ಕೊಡುಗೆ ನೀಡಿದ ಗಣ್ಯರನ್ನು ಸನ್ಮಾನಿಸಲಾಗುವುದು. ಸಮಾರಂಭದಲ್ಲಿ ಸಚಿವರು, ಶಾಸಕರು ಭಾಗವಹಿಸಲಿದ್ದಾರೆ. ಸಂಸ್ಥೆಯ ಪದಾಧಿಕಾರಿಗಳು ಉಪಸ್ಥಿತರಿರುವರು.: [1349, 1115, 1511, 1215]
- ullal-headline: [312, 760, 1156, 834]
- left-story2-body: [29, 814, 288, 1399]
- shakti-col2: [504, 1641, 696, 1958]
- shakti-headline: ಶಕ್ತಿನಗರ ರಮಾ ಶಕ್ತಿ ಮಿಷನ್‌ನಲ್ಲಿ ಸಹಸ್ರ ಚಂಡೀ ಪುರಶ್ಚರಣೆ: [394, 1421, 843, 1449]
- bjp-text-1: ಕರ್ನಾಟಕ ಕಾಂಗ್ರೆಸ್ ಸರಕಾರವು ಜಾರಿಗೆ ತರಲು ಉದ್ದೇಶಿಸಿರುವ ದ್ವೇಷ ಭಾಷಣ ಪ್ರತಿಬಂಧಕ ವಿಧೇಯಕವನ್ನು ವಿರೋಧಿಸಿ ಬಂಟ್ವಾಳ ಕ್ಷೇತ್ರ ಬಿಜೆಪಿ ವತಿಯಿಂದ ಬಿ.ಸಿ.ರೋಡಿನಲ್ಲಿ ಪ್ರತಿಭಟನೆ ನಡೆಯಿತು. ಶಾಸಕರು ಮಾತನಾಡಿ, ಕಾಂಗ್ರೆಸ್ ಸರಕಾರ ಹಿಂದೂಗಳ ಧ್ವನಿ ಹತ್ತಿಕ್ಕಲು ಈ ಕಾಯ್ದೆ ತರುತ್ತಿದೆ. ಇದು ಸಂವಿಧಾನ ವಿರೋಧಿ ಕಾಯ್ದೆಯಾಗಿದ್ದು, ಜನರ ಅಭಿವ್ಯಕ್ತಿ ಸ್ವಾತಂತ್ರ್ಯಕ್ಕೆ ಧಕ್ಕೆ ತರುವುದಾಗಿದೆ. ಈ ವಿಧೇಯಕವನ್ನು ಕೂಡಲೇ ಹಿಂಪಡೆಯಬೇಕು ಎಂದು ಆಗ್ರಹಿಸಿದರು. ಬಿಜೆಪಿ ಮುಖಂಡರು, ಕಾರ್ಯಕರ್ತರು ಪಾಲ್ಗೊಂಡಿದ್ದರು.: [29, 2035, 297, 2169]
- notice-table-col2: [1287, 2125, 1504, 2216]
- notice-table-col1: [1130, 2125, 1287, 2216]
- shakti-dateline: ಮಂಗಳೂರು:: [312, 1642, 361, 1655]
- auction-notice: [1123, 1996, 1511, 2366]
- notice-address: ಹಳೆ ತಾಲೂಕು ಕಚೇರಿ ರಸ್ತೆ, ಉಡುಪಿ–576 101, Phone:0820-2530629: [1171, 2035, 1463, 2048]
- top-story-text-5: ಕಲಾಕುಟೀರ ಗುತ್ತಿಗಾರು ಇವರಿಂದ ಸಾಂಸ್ಕೃತಿಕ ವೈಭವದ ಜೊತೆಗೆ ವಿವಿಧ ತಂಡಗಳಿಂದ ನೃತ್ಯ ಸ್ಪರ್ಧೆ ನಡೆಯಲಿದೆ. ಕಾರ್ಯಕ್ರಮದಲ್ಲಿ ಸ್ಥಳೀಯ ಸಾಧಕರನ್ನು ಸನ್ಮಾನಿಸಲಾಗುವುದು. ಸಾರ್ವಜನಿಕರು ಹೆಚ್ಚಿನ ಸಂಖ್ಯೆಯಲ್ಲಿ ಭಾಗವಹಿಸಿ ಕಾರ್ಯಕ್ರಮವನ್ನು ಯಶಸ್ವಿಗೊಳಿಸಬೇಕು ಎಂದು ಅವರು ವಿನಂತಿಸಿದರು. ಸುದ್ದಿಗೋಷ್ಠಿಯಲ್ಲಿ ಸಮಿತಿಯ ಪದಾಧಿಕಾರಿಗಳು ಉಪಸ್ಥಿತರಿದ್ದರು.: [820, 529, 1079, 629]
- notice-seating: Seating Capacity -8: [1290, 2170, 1394, 2183]
- ullal-col1: [312, 845, 518, 1401]
- left-story3-dateline: ಮುಲ್ಕಿ:: [113, 1461, 140, 1475]
- qr-line-3: ಈ QRಕೋಡ್ ಸ್ಕ್ಯಾನ್ ಮಾಡಿ: [1172, 100, 1286, 114]
- website-link[interactable]: website hosadigantha.com: [173, 167, 341, 181]
- bjp-text-2: ಹಿಂದೂಗಳನ್ನು ಹತ್ತಿಕ್ಕಲು ಕಾಂಗ್ರೆಸ್ ಸರಕಾರ ದ್ವೇಷದ ರಾಜಕಾರಣ ಮಾಡುತ್ತಿದೆ ಎಂದು ಟೀಕಿಸಿದರು. ಜಿಲ್ಲಾ ಮಾಜಿ ಅಧ್ಯಕ್ಷರು ಮಾತನಾಡಿ, ಸರಕಾರ ಈ ವಿಧೇಯಕವನ್ನು ಕೈಬಿಡಬೇಕು ಎಂದರು.: [307, 2229, 561, 2277]
- yakshagana-dateline: ಕಿನ್ನಿಗೋಳಿ:: [1175, 1748, 1216, 1761]
- page-number: 2: [40, 47, 97, 141]
- ullal-box-2-headline: ಸಾಧಕರಿಗೆ ಸನ್ಮಾನ: [726, 993, 900, 1014]
- shakti-photo-2: [609, 1468, 926, 1631]
- left-divider: [299, 202, 300, 2102]
- ullal-col4: [916, 845, 1156, 1401]
- left-story1-headline: ಜ.4: ಮುಕ್ಕೂರಿನಲ್ಲಿ ಕೃಷಿ ಮಾಹಿತಿ ಕಾರ್ಯಾಗಾರ: [29, 254, 236, 298]
- portrait-2: [111, 722, 186, 808]
- notice-vehicle: Maruti Omni E MPI STD BSIV-2017: [1290, 2141, 1470, 2154]
- ullal-photo: [528, 845, 907, 979]
- ullal-headline-red: ಮಾರುತಿ ಮಾಣಿಕ್ಯ: [762, 798, 930, 834]
- qr-line-1: ನಿರಂತರ ಸುದ್ದಿ ಅಪ್ಡೇಟ್‌ಗಾಗಿ: [1181, 61, 1286, 75]
- ullal-col3: [720, 1284, 907, 1399]
- bhajana-text: ಕುರಿಯಾಳ ಗ್ರಾಮದ ದುರ್ಗಾನಗರ ಶ್ರೀ ಓಂಕಾರೇಶ್ವರ ದೇವಿ ಭಜನಾ ಮಂದಿರದ ವಾರ್ಷಿಕೋತ್ಸವ ಡಿ.26ರಂದು ವೈಭವದಿಂದ ನಡೆಯಲಿದೆ. ಅಂದು ಬೆಳಿಗ್ಗೆ 6 ಗಂಟೆಗೆ ಗಣಹೋಮ, ಬಳಿಕ ಸೂರ್ಯೋದಯದಿಂದ ಸೂರ್ಯಾಸ್ತದವರೆಗೆ ವಿವಿಧ ಭಜನಾ ತಂಡಗಳಿಂದ ಏಕಾಹ ಭಜನೆ ನಡೆಯಲಿದೆ. ಬೆಳಿಗ್ಗೆ 10ರಿಂದ ಸತ್ಯನಾರಾಯಣ ಪೂಜೆ, 11ರಿಂದ ಧಾರ್ಮಿಕ ಸಭೆ, ಮಧ್ಯಾಹ್ನ 12.30ಕ್ಕೆ ಮಹಾಪೂಜೆ, ಅನ್ನಸಂತರ್ಪಣೆ, ಸಂಜೆ 6.30ಕ್ಕೆ ಭಜನಾ ಸಂಕೀರ್ತನೆ, ರಾತ್ರಿ 7.30ರಿಂದ 8.30ರವರೆಗೆ ಭಜನಾ ಕಾರ್ಯಕ್ರಮ, 9ಕ್ಕೆ ರಂಗಪೂಜೆ ನಡೆಯಲಿದೆ. ರಾತ್ರಿ ಸ್ಥಳೀಯ ಕಲಾವಿದರಿಂದ ಯಕ್ಷಗಾನ ಬಯಲಾಟ ಪ್ರದರ್ಶನಗೊಳ್ಳಲಿದೆ. ಭಕ್ತಾದಿಗಳು ಭಾಗವಹಿಸುವಂತೆ ಮಂದಿರದ ಆಡಳಿತ ಸಮಿತಿ ಪ್ರಕಟಣೆಯಲ್ಲಿ ತಿಳಿಸಿದೆ.: [945, 1556, 1156, 1774]
- notice-engine: Eng. Number: F8BIN5006825: [1290, 2198, 1444, 2211]
- shakti-subhead: ಇಂದಿನ ಕಾರ್ಯಕ್ರಮ: [504, 1640, 604, 1658]
- left-story1-body: [29, 303, 288, 658]
- notice-place: ಸ್ಥಳ: ಉಡುಪಿ: [1129, 2237, 1175, 2250]
- decor-circles: [1411, 42, 1512, 138]
- top-story-kicker: ಜ.3, 4ರಂದು ಅಕ್ಷಯ್ ಕೆ.ಸಿ. ಸಾರಥ್ಯದಲ್ಲಿ ಸುಳ್ಯದಲ್ಲಿ 3ನೇ ವರ್ಷದ ಸುಳ್ಯೋತ್ಸವ: [558, 204, 1265, 236]
- top-story-headline: ಬಾಲಿವುಡ್, ಸ್ಯಾಂಡಲ್‌ವುಡ್ ಸೆಲೆಬ್ರಿಟಿಗಳಿಂದ ಸಾಂಸ್ಕೃತಿಕ ವೈಭವ: [504, 250, 1319, 298]
- qr-caption: [1065, 60, 1286, 133]
- top-story-box-headline: ಉತ್ಸವ ಸುಳ್ಯದ ವ್ಯಾಪಾರಿಗಳಿಗೆ ವರದಾನ: [1096, 343, 1245, 381]
- bjp-photo: [307, 2035, 830, 2222]
- top-story-box-text: ಜಾತ್ರೋತ್ಸವದ ಮಹಾ ರಥೋತ್ಸವ ಮುನ್ನ ಸುಳ್ಯೋತ್ಸವ ಚೆನ್ನಕೇಶವ ದೇಗುಲದ ಮುಂಭಾಗದಲ್ಲಿ ನಡೆಯಲಿದ್ದು, ಈ ಕಾರ್ಯಕ್ರಮದಿಂದ ಸಣ್ಣಪುಟ್ಟ ವ್ಯಾಪಾರಿಗಳಿಗೆ ಉತ್ತಮ ವ್ಯಾಪಾರವಾಗಲಿದೆ. ಈ ಉತ್ಸವದ ಮೂಲಕ ಸುಳ್ಯ ನಗರಕ್ಕೆ ಜನರು ಬರುವುದರಿಂದ ವ್ಯಾಪಾರ ವಹಿವಾಟು ಹೆಚ್ಚಾಗಿ ಆದಾಯ ಸಹಾಯವಾಗಲಿದೆ ಎಂದು ಅಕ್ಷಯ್ ಕೆ.ಸಿ. ತಿಳಿಸಿದರು.: [1096, 385, 1245, 536]
- epaper-link[interactable]: E-paper epaper.hosadigantha.com: [384, 167, 600, 181]
- bjp-text-3: ಜಾರಿಗೆ ತರಲಾಗುತ್ತಿದೆ. ಇದು ಜನರ ಸಾಂವಿಧಾನಿಕ ಹಕ್ಕುಗಳನ್ನು ಕಸಿಯುವ ಪ್ರಯತ್ನ. ಪ್ರಜಾಪ್ರಭುತ್ವ ವ್ಯವಸ್ಥೆಗೆ ಧಕ್ಕೆ ತರುವ ಕಾಯ್ದೆಯನ್ನು ವಿರೋಧಿಸುತ್ತೇವೆ ಎಂದರು. ಮಂಡಲ ಅಧ್ಯಕ್ಷರು, ಜಿಲ್ಲಾ ಉಪಾಧ್ಯಕ್ಷರು, ಪುರಸಭೆ ಸದಸ್ಯರು, ಪಕ್ಷದ ಕಾರ್ಯಕರ್ತರು ಪ್ರತಿಭಟನೆಯಲ್ಲಿ ಭಾಗವಹಿಸಿದರು. ಮಂಡಲ ಪ್ರಧಾನ ಕಾರ್ಯದರ್ಶಿ ಸ್ವಾಗತಿಸಿ, ಕಾರ್ಯಕ್ರಮ ನಿರೂಪಿಸಿದರು.: [840, 2035, 1108, 2118]
- left-story1-dateline: ಬೆಳ್ಳಾರೆ:: [29, 303, 59, 318]
- left-story2-headline: ಎಸ್‌ಡಿಎಂ: ಪೂರ್ವ ವಿದ್ಯಾರ್ಥಿ ಸಂಘ ನೂತನ ಕಾರ್ಯಕಾರಿ ಸಮಿತಿ ಅಸ್ತಿತ್ವಕ್ಕೆ: [29, 670, 288, 713]
